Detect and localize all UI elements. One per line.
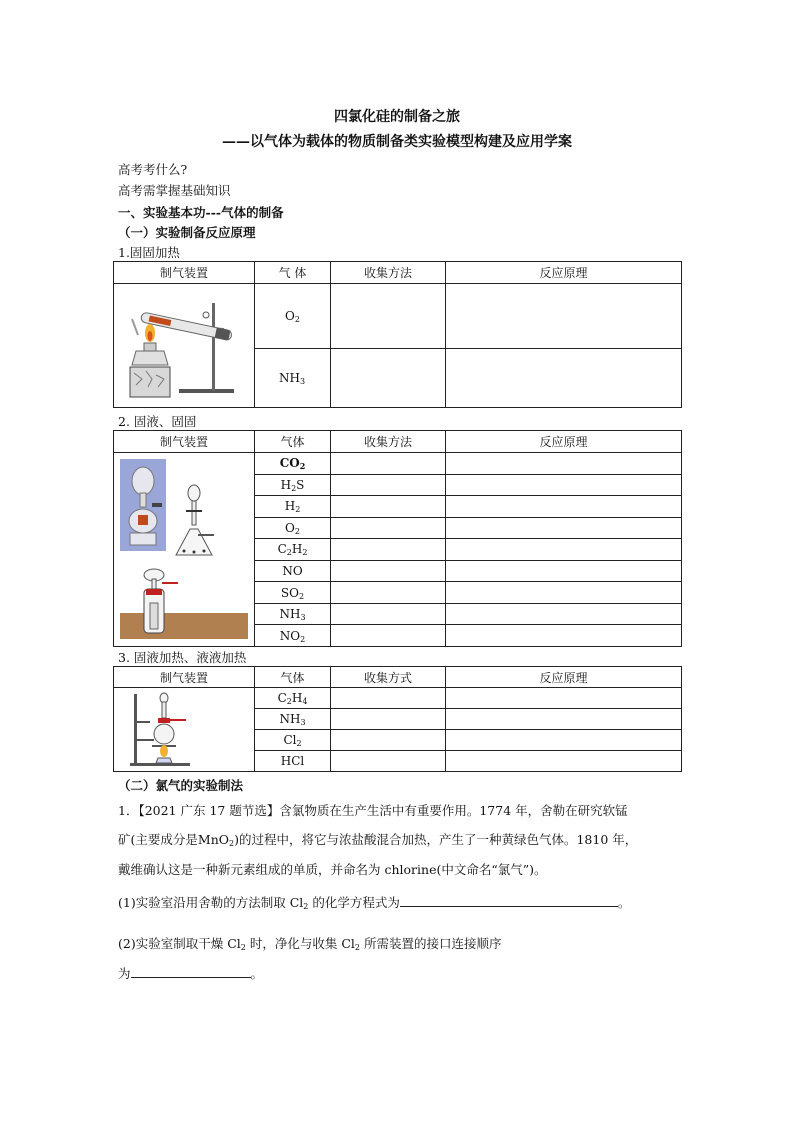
apparatus-cell xyxy=(114,688,255,772)
header-principle: 反应原理 xyxy=(446,431,682,453)
page-title: 四氯化硅的制备之旅 xyxy=(334,109,460,125)
header-gas: 气体 xyxy=(255,431,331,453)
principle-cell[interactable] xyxy=(446,709,682,730)
gas-h2s: $H_2S$ xyxy=(255,474,331,496)
gas-hcl: HCl xyxy=(255,751,331,772)
collection-cell[interactable] xyxy=(331,517,446,539)
collection-cell[interactable] xyxy=(331,709,446,730)
question-line-1: 1．【2021 广东 17 题节选】含氯物质在生产生活中有重要作用。1774 年，舍勒在研究软锰 xyxy=(118,803,628,818)
principle-cell[interactable] xyxy=(446,730,682,751)
section-1-heading: 一、实验基本功---气体的制备 xyxy=(118,205,284,220)
gas-so2: $SO_2$ xyxy=(255,582,331,604)
answer-blank-order[interactable] xyxy=(131,965,251,978)
table1-caption: 1.固固加热 xyxy=(118,245,180,260)
collection-cell[interactable] xyxy=(331,751,446,772)
table-solid-liquid xyxy=(113,430,682,647)
collection-cell[interactable] xyxy=(331,453,446,475)
tube-generator-icon xyxy=(120,569,248,639)
principle-cell[interactable] xyxy=(446,284,682,349)
collection-cell[interactable] xyxy=(331,730,446,751)
collection-cell[interactable] xyxy=(331,539,446,561)
gas-no2: $NO_2$ xyxy=(255,625,331,647)
principle-cell[interactable] xyxy=(446,474,682,496)
gas-o2: $O_2$ xyxy=(255,517,331,539)
liquid-heating-apparatus-icon xyxy=(124,688,244,768)
answer-blank-equation[interactable] xyxy=(400,894,618,907)
gas-nh3: $NH_3$ xyxy=(255,603,331,625)
gas-o2: $O_2$ xyxy=(255,284,331,349)
header-apparatus: 制气装置 xyxy=(114,262,255,284)
question-part-1: (1)实验室沿用舍勒的方法制取 $Cl_2$ 的化学方程式为 。 xyxy=(118,895,631,911)
gas-c2h4: $C_2H_4$ xyxy=(255,688,331,709)
principle-cell[interactable] xyxy=(446,539,682,561)
gas-nh3: $NH_3$ xyxy=(255,709,331,730)
gas-c2h2: $C_2H_2$ xyxy=(255,539,331,561)
question-line-2: 矿(主要成分是MnO$_2$)的过程中，将它与浓盐酸混合加热，产生了一种黄绿色气体。1810 年， xyxy=(118,832,638,848)
gas-nh3: $NH_3$ xyxy=(255,349,331,408)
intro-line-2: 高考需掌握基础知识 xyxy=(118,183,231,198)
header-collection: 收集方法 xyxy=(331,262,446,284)
apparatus-cell xyxy=(114,284,255,408)
principle-cell[interactable] xyxy=(446,751,682,772)
table3-caption: 3. 固液加热、液液加热 xyxy=(118,650,247,665)
principle-cell[interactable] xyxy=(446,560,682,582)
page-subtitle: ——以气体为载体的物质制备类实验模型构建及应用学案 xyxy=(222,134,572,150)
principle-cell[interactable] xyxy=(446,517,682,539)
principle-cell[interactable] xyxy=(446,349,682,408)
collection-cell[interactable] xyxy=(331,284,446,349)
gas-no: NO xyxy=(255,560,331,582)
header-gas: 气体 xyxy=(255,667,331,688)
principle-cell[interactable] xyxy=(446,688,682,709)
gas-co2: $CO_2$ xyxy=(255,453,331,475)
collection-cell[interactable] xyxy=(331,474,446,496)
apparatus-cell xyxy=(114,453,255,647)
gas-h2: $H_2$ xyxy=(255,496,331,518)
collection-cell[interactable] xyxy=(331,560,446,582)
kipp-generator-icon xyxy=(114,453,254,643)
collection-cell[interactable] xyxy=(331,349,446,408)
header-collection: 收集方法 xyxy=(331,431,446,453)
question-line-3: 戴维确认这是一种新元素组成的单质，并命名为 chlorine(中文命名“氯气”)。 xyxy=(118,862,547,877)
header-apparatus: 制气装置 xyxy=(114,667,255,688)
header-apparatus: 制气装置 xyxy=(114,431,255,453)
intro-line-1: 高考考什么? xyxy=(118,162,188,177)
header-principle: 反应原理 xyxy=(446,262,682,284)
header-principle: 反应原理 xyxy=(446,667,682,688)
collection-cell[interactable] xyxy=(331,603,446,625)
separatory-funnel-flask-icon xyxy=(176,485,214,555)
principle-cell[interactable] xyxy=(446,582,682,604)
collection-cell[interactable] xyxy=(331,496,446,518)
collection-cell[interactable] xyxy=(331,582,446,604)
principle-cell[interactable] xyxy=(446,453,682,475)
question-part-2: (2)实验室制取干燥 $Cl_2$ 时，净化与收集 $Cl_2$ 所需装置的接口连接顺序 xyxy=(118,936,502,952)
question-part-2-answer: 为 。 xyxy=(118,966,264,981)
collection-cell[interactable] xyxy=(331,688,446,709)
principle-cell[interactable] xyxy=(446,603,682,625)
header-collection: 收集方式 xyxy=(331,667,446,688)
subsection-1-heading: （一）实验制备反应原理 xyxy=(118,225,256,240)
collection-cell[interactable] xyxy=(331,625,446,647)
table2-caption: 2. 固液、固固 xyxy=(118,414,197,429)
table-liquid-heating xyxy=(113,666,682,772)
section-2-heading: （二）氯气的实验制法 xyxy=(118,778,244,793)
principle-cell[interactable] xyxy=(446,496,682,518)
principle-cell[interactable] xyxy=(446,625,682,647)
table-solid-solid-heating xyxy=(113,261,682,408)
header-gas: 气 体 xyxy=(255,262,331,284)
solid-heating-apparatus-icon xyxy=(124,289,244,399)
gas-cl2: $Cl_2$ xyxy=(255,730,331,751)
